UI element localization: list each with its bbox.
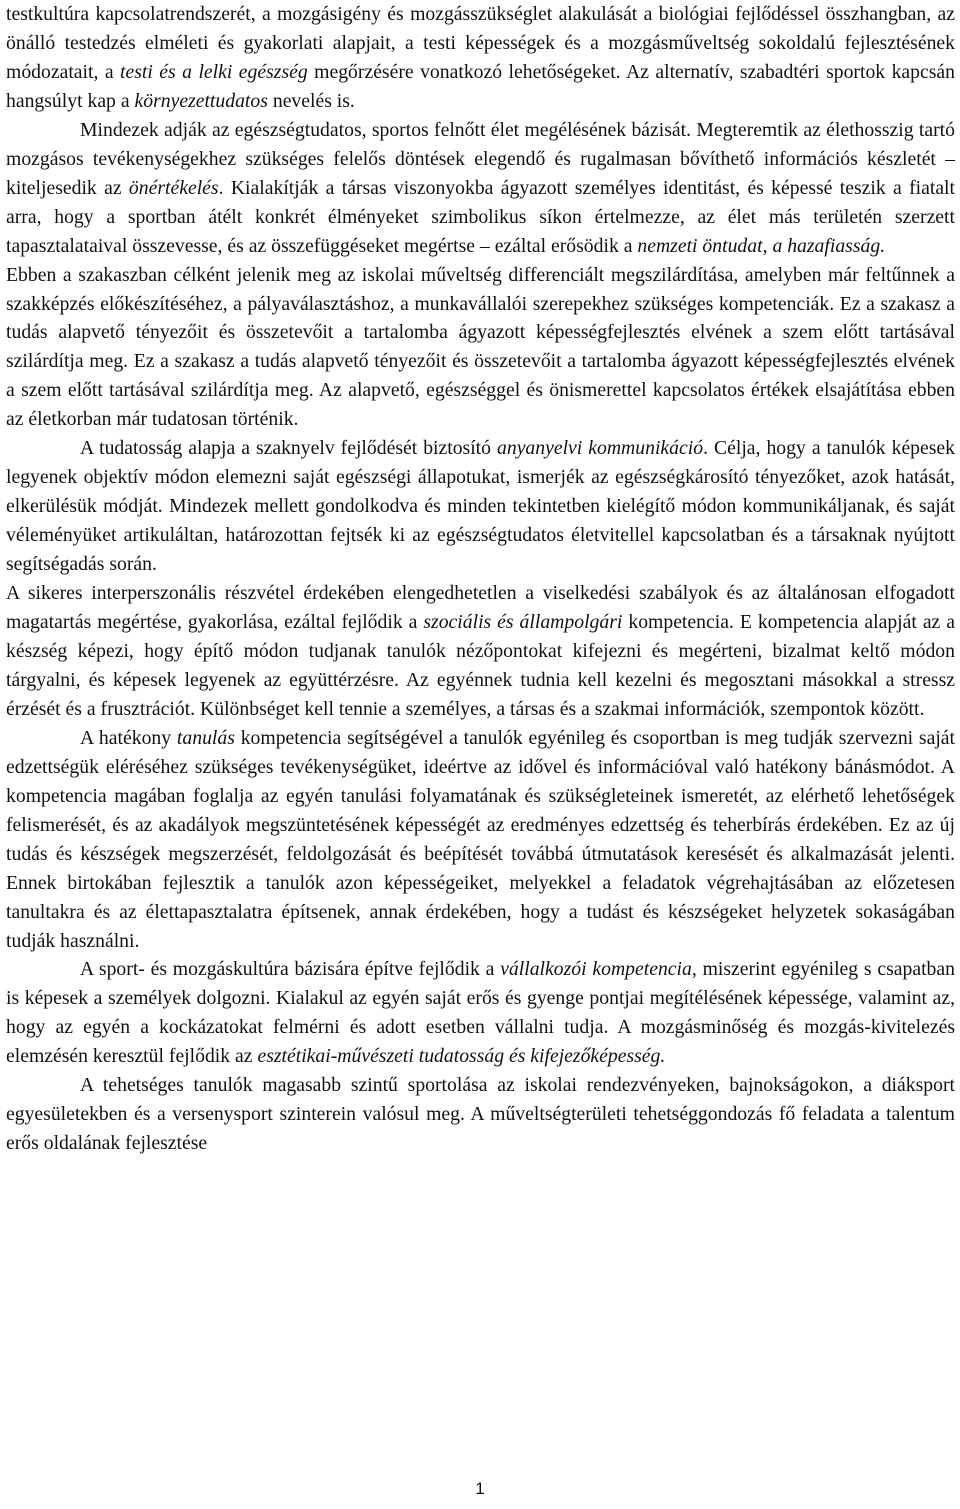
paragraph-7 [6, 955, 955, 1071]
paragraph-6-italic-1: tanulás [176, 726, 235, 749]
paragraph-2-text-2: . Kialakítják a társas viszonyokba ágyazott személyes identitást, és képessé teszik a fiatalt arra, hogy a sportban átélt konkrét élményeket szimbolikus síkon értelmezze, az élet más területén szerzett tapasztalataival összevesse, és az összefüggéseket megértse – ezáltal erősödik a [6, 176, 956, 257]
paragraph-5-text-1: A sikeres interperszonális részvétel érdekében elengedhetetlen a viselkedési szabályok és az általánosan elfogadott magatartás megértése, gyakorlása, ezáltal fejlődik a [6, 582, 955, 634]
paragraph-4 [6, 434, 955, 579]
paragraph-1-italic-1: testi és a lelki egészség [120, 60, 308, 83]
paragraph-3 [6, 261, 955, 435]
document-page [6, 0, 955, 1509]
paragraph-5 [6, 579, 955, 724]
paragraph-3-text-1: Ebben a szakaszban célként jelenik meg az iskolai műveltség differenciált megszilárdítása, amelyben már feltűnnek a szakképzés előkészítéséhez, a pályaválasztáshoz, a munkavállalói szerepekhez szükséges kompetenciák. Ez a szakasz a tudás alapvető tényezőit és összetevőit a tartalomba ágyazott képességfejlesztés elvének a szem előtt tartásával szilárdítja meg. Ez a szakasz a tudás alapvető tényezőit és összetevőit a tartalomba ágyazott képességfejlesztés elvének a szem előtt tartásával szilárdítja meg. Az alapvető, egészséggel és önismerettel kapcsolatos értékek elsajátítása ebben az életkorban már tudatosan történik. [6, 263, 955, 431]
paragraph-7-italic-2: esztétikai-művészeti tudatosság és kifejezőképesség. [257, 1045, 666, 1068]
paragraph-5-text-2: kompetencia. E kompetencia alapját az a készség képezi, hogy építő módon tudjanak tanulók nézőpontokat kifejezni és megérteni, bizalmat keltő módon tárgyalni, és képesek legyenek az együttérzésre. Az egyénnek tudnia kell kezelni és megosztani másokkal a stressz érzését és a frusztrációt. Különbséget kell tennie a személyes, a társas és a szakmai információk, szempontok között. [6, 611, 956, 720]
paragraph-1-italic-2: környezettudatos [134, 89, 268, 112]
paragraph-5-italic-1: szociális és állampolgári [423, 611, 623, 634]
paragraph-2 [6, 116, 955, 261]
paragraph-4-text-1: A tudatosság alapja a szaknyelv fejlődését biztosító [80, 437, 497, 460]
paragraph-2-italic-2: nemzeti öntudat, a hazafiasság. [637, 234, 886, 257]
paragraph-1-text-1: testkultúra kapcsolatrendszerét, a mozgásigény és mozgásszükséglet alakulását a biológiai fejlődéssel összhangban, az önálló testedzés elméleti és gyakorlati alapjait, a testi képességek és a mozgásműveltség sokoldalú fejlesztésének módozatait, a [6, 3, 955, 83]
paragraph-6-text-1: A hatékony [80, 726, 177, 749]
paragraph-2-text-1: Mindezek adják az egészségtudatos, sportos felnőtt élet megélésének bázisát. Megteremtik az élethosszig tartó mozgásos tevékenységekhez szükséges felelős döntések elegendő és rugalmasan bővíthető információs készletét – kiteljesedik az [6, 118, 955, 199]
paragraph-2-italic-1: önértékelés [128, 176, 219, 199]
paragraph-6-text-2: kompetencia segítségével a tanulók egyénileg és csoportban is meg tudják szervezni saját edzettségük eléréséhez szükséges tevékenységüket, ideértve az idővel és információval való hatékony bánásmódot. A kompetencia magában foglalja az egyén tanulási folyamatának és szükségleteinek ismeretét, az elérhető lehetőségek felismerését, és az akadályok megszüntetésének képességét az eredményes edzettség és teherbírás érdekében. Ez az új tudás és készségek megszerzését, feldolgozását és beépítését továbbá útmutatások keresését és alkalmazását jelenti. Ennek birtokában fejlesztik a tanulók azon képességeiket, melyekkel a feladatok végrehajtásában az előzetesen tanultakra és az élettapasztalatra építsenek, annak érdekében, hogy a tudást és készségeket helyzetek sokaságában tudják használni. [6, 726, 956, 952]
paragraph-8 [6, 1071, 955, 1158]
paragraph-8-text-1: A tehetséges tanulók magasabb szintű sportolása az iskolai rendezvényeken, bajnokságokon, a diáksport egyesületekben és a versenysport szinterein valósul meg. A műveltségterületi tehetséggondozás fő feladata a talentum erős oldalának fejlesztése [6, 1074, 955, 1155]
paragraph-7-text-2: , miszerint egyénileg s csapatban is képesek a személyek dolgozni. Kialakul az egyén saját erős és gyenge pontjai megítélésének képessége, valamint az, hogy az egyén a kockázatokat felmérni és adott esetben vállalni tudja. A mozgásminőség és mozgás-kivitelezés elemzésén keresztül fejlődik az [6, 958, 955, 1068]
page-number: 1 [475, 1479, 485, 1498]
paragraph-4-text-2: . Célja, hogy a tanulók képesek legyenek objektív módon elemezni saját egészségi állapotukat, ismerjék az egészségkárosító tényezőket, azok hatását, elkerülésük módját. Mindezek mellett gondolkodva és minden tekintetben kielégítő módon kommunikáljanak, és saját véleményüket artikuláltan, határozottan fejtsék ki az egészségtudatos életvitellel kapcsolatban és a társaknak nyújtott segítségadás során. [6, 437, 956, 576]
paragraph-7-italic-1: vállalkozói kompetencia [500, 958, 692, 981]
paragraph-1-text-3: nevelés is. [267, 89, 355, 112]
paragraph-1 [6, 0, 955, 116]
paragraph-6 [6, 724, 955, 956]
paragraph-4-italic-1: anyanyelvi kommunikáció [497, 437, 704, 460]
paragraph-1-text-2: megőrzésére vonatkozó lehetőségeket. Az alternatív, szabadtéri sportok kapcsán hangsúlyt kap a [6, 60, 955, 112]
paragraph-7-text-1: A sport- és mozgáskultúra bázisára építve fejlődik a [80, 958, 501, 981]
